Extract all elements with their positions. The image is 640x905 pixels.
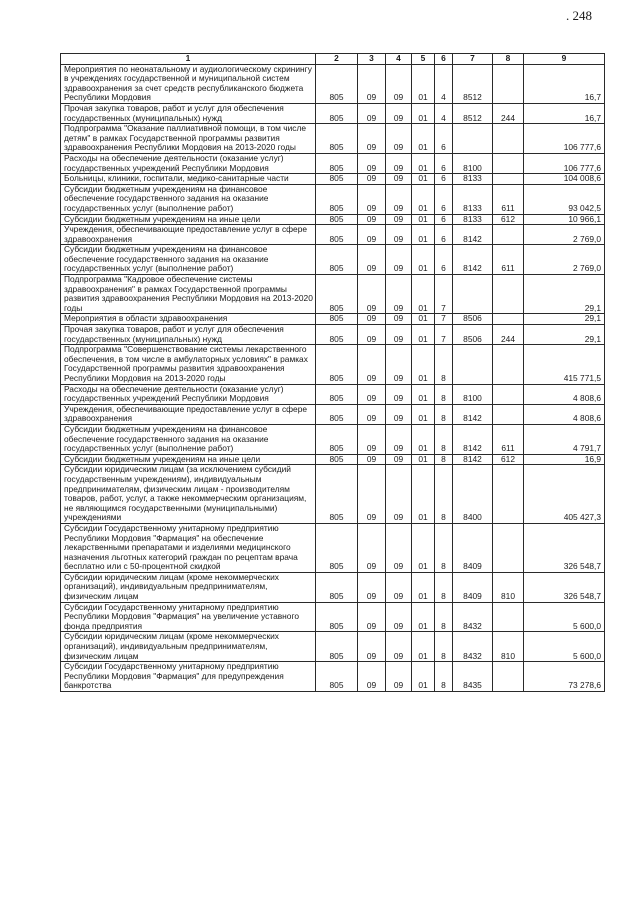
subsection-code: 09	[386, 345, 412, 384]
subprogram-code: 8	[435, 572, 453, 602]
ministry-code: 805	[316, 214, 358, 225]
subprogram-code: 6	[435, 124, 453, 154]
subprogram-code: 4	[435, 103, 453, 123]
row-description: Субсидии бюджетным учреждениям на финансовое обеспечение государственного задания на оказание государственных услуг (выполнение работ)	[61, 424, 316, 454]
section-code: 09	[358, 424, 386, 454]
expense-type-code: 611	[493, 424, 524, 454]
program-code: 01	[412, 662, 435, 692]
page-number: . 248	[566, 8, 592, 23]
amount: 326 548,7	[524, 523, 605, 572]
table-row	[61, 225, 605, 245]
program-code: 01	[412, 314, 435, 325]
subprogram-code: 6	[435, 214, 453, 225]
table-row	[61, 424, 605, 454]
row-description: Субсидии бюджетным учреждениям на иные цели	[61, 214, 316, 225]
amount: 16,9	[524, 454, 605, 465]
row-description: Субсидии юридическим лицам (кроме некоммерческих организаций), индивидуальным предпринимателям, физическим лицам	[61, 572, 316, 602]
target-item-code: 8506	[453, 325, 493, 345]
ministry-code: 805	[316, 64, 358, 103]
section-code: 09	[358, 345, 386, 384]
target-item-code: 8133	[453, 174, 493, 185]
ministry-code: 805	[316, 275, 358, 314]
amount: 29,1	[524, 325, 605, 345]
table-header-row	[61, 54, 605, 65]
section-code: 09	[358, 225, 386, 245]
expense-type-code	[493, 174, 524, 185]
target-item-code: 8400	[453, 465, 493, 524]
expense-type-code	[493, 314, 524, 325]
table-body	[61, 64, 605, 691]
expense-type-code	[493, 225, 524, 245]
program-code: 01	[412, 103, 435, 123]
section-code: 09	[358, 632, 386, 662]
expense-type-code	[493, 523, 524, 572]
amount: 106 777,6	[524, 153, 605, 173]
table-row	[61, 184, 605, 214]
subprogram-code: 7	[435, 275, 453, 314]
amount: 5 600,0	[524, 602, 605, 632]
program-code: 01	[412, 245, 435, 275]
subprogram-code: 6	[435, 153, 453, 173]
row-description: Учреждения, обеспечивающие предоставление услуг в сфере здравоохранения	[61, 225, 316, 245]
expense-type-code	[493, 275, 524, 314]
row-description: Субсидии бюджетным учреждениям на иные цели	[61, 454, 316, 465]
section-code: 09	[358, 602, 386, 632]
amount: 29,1	[524, 275, 605, 314]
table-row	[61, 602, 605, 632]
program-code: 01	[412, 225, 435, 245]
program-code: 01	[412, 214, 435, 225]
subsection-code: 09	[386, 214, 412, 225]
subsection-code: 09	[386, 245, 412, 275]
subprogram-code: 8	[435, 384, 453, 404]
ministry-code: 805	[316, 662, 358, 692]
section-code: 09	[358, 275, 386, 314]
subprogram-code: 8	[435, 632, 453, 662]
target-item-code: 8409	[453, 572, 493, 602]
program-code: 01	[412, 602, 435, 632]
table-row	[61, 662, 605, 692]
section-code: 09	[358, 245, 386, 275]
section-code: 09	[358, 523, 386, 572]
program-code: 01	[412, 424, 435, 454]
section-code: 09	[358, 454, 386, 465]
subsection-code: 09	[386, 124, 412, 154]
subprogram-code: 8	[435, 454, 453, 465]
ministry-code: 805	[316, 325, 358, 345]
target-item-code	[453, 345, 493, 384]
amount: 73 278,6	[524, 662, 605, 692]
program-code: 01	[412, 124, 435, 154]
expense-type-code	[493, 465, 524, 524]
row-description: Субсидии юридическим лицам (за исключением субсидий государственным учреждениям), индивидуальным предпринимателям, физическим лицам - производителям товаров, работ, услуг, а также некоммерческим организациям, не являющимся государственными (муниципальными) учреждениями	[61, 465, 316, 524]
budget-table	[60, 53, 605, 692]
row-description: Больницы, клиники, госпитали, медико-санитарные части	[61, 174, 316, 185]
section-code: 09	[358, 314, 386, 325]
ministry-code: 805	[316, 523, 358, 572]
column-header-3: 3	[358, 54, 386, 65]
table-row	[61, 572, 605, 602]
row-description: Подпрограмма "Кадровое обеспечение системы здравоохранения" в рамках Государственной программы развития здравоохранения Республики Мордовия на 2013-2020 годы	[61, 275, 316, 314]
ministry-code: 805	[316, 345, 358, 384]
subsection-code: 09	[386, 225, 412, 245]
amount: 4 808,6	[524, 384, 605, 404]
subsection-code: 09	[386, 184, 412, 214]
target-item-code: 8142	[453, 454, 493, 465]
amount: 5 600,0	[524, 632, 605, 662]
table-row	[61, 103, 605, 123]
column-header-4: 4	[386, 54, 412, 65]
expense-type-code: 611	[493, 184, 524, 214]
program-code: 01	[412, 174, 435, 185]
section-code: 09	[358, 572, 386, 602]
target-item-code: 8506	[453, 314, 493, 325]
target-item-code	[453, 275, 493, 314]
program-code: 01	[412, 275, 435, 314]
subsection-code: 09	[386, 523, 412, 572]
section-code: 09	[358, 384, 386, 404]
amount: 2 769,0	[524, 225, 605, 245]
column-header-5: 5	[412, 54, 435, 65]
table-row	[61, 124, 605, 154]
subsection-code: 09	[386, 103, 412, 123]
target-item-code: 8435	[453, 662, 493, 692]
amount: 104 008,6	[524, 174, 605, 185]
subprogram-code: 4	[435, 64, 453, 103]
expense-type-code: 611	[493, 245, 524, 275]
expense-type-code	[493, 153, 524, 173]
subsection-code: 09	[386, 424, 412, 454]
expense-type-code	[493, 345, 524, 384]
section-code: 09	[358, 64, 386, 103]
ministry-code: 805	[316, 153, 358, 173]
subsection-code: 09	[386, 325, 412, 345]
subprogram-code: 8	[435, 404, 453, 424]
column-header-7: 7	[453, 54, 493, 65]
subsection-code: 09	[386, 454, 412, 465]
ministry-code: 805	[316, 124, 358, 154]
table-row	[61, 153, 605, 173]
subprogram-code: 8	[435, 424, 453, 454]
amount: 415 771,5	[524, 345, 605, 384]
row-description: Прочая закупка товаров, работ и услуг для обеспечения государственных (муниципальных) нужд	[61, 103, 316, 123]
expense-type-code: 810	[493, 572, 524, 602]
table-row	[61, 214, 605, 225]
subprogram-code: 8	[435, 602, 453, 632]
subprogram-code: 8	[435, 662, 453, 692]
amount: 16,7	[524, 64, 605, 103]
table-row	[61, 275, 605, 314]
ministry-code: 805	[316, 103, 358, 123]
ministry-code: 805	[316, 632, 358, 662]
ministry-code: 805	[316, 424, 358, 454]
program-code: 01	[412, 384, 435, 404]
ministry-code: 805	[316, 174, 358, 185]
section-code: 09	[358, 214, 386, 225]
target-item-code: 8133	[453, 184, 493, 214]
row-description: Субсидии бюджетным учреждениям на финансовое обеспечение государственного задания на оказание государственных услуг (выполнение работ)	[61, 184, 316, 214]
table-row	[61, 245, 605, 275]
table-row	[61, 174, 605, 185]
amount: 16,7	[524, 103, 605, 123]
expense-type-code	[493, 602, 524, 632]
subprogram-code: 7	[435, 314, 453, 325]
column-header-1: 1	[61, 54, 316, 65]
subsection-code: 09	[386, 314, 412, 325]
expense-type-code	[493, 64, 524, 103]
expense-type-code	[493, 662, 524, 692]
section-code: 09	[358, 662, 386, 692]
target-item-code: 8432	[453, 602, 493, 632]
table-row	[61, 384, 605, 404]
subsection-code: 09	[386, 384, 412, 404]
target-item-code: 8512	[453, 64, 493, 103]
subsection-code: 09	[386, 174, 412, 185]
amount: 106 777,6	[524, 124, 605, 154]
target-item-code: 8100	[453, 153, 493, 173]
subprogram-code: 8	[435, 465, 453, 524]
row-description: Субсидии бюджетным учреждениям на финансовое обеспечение государственного задания на оказание государственных услуг (выполнение работ)	[61, 245, 316, 275]
program-code: 01	[412, 345, 435, 384]
subsection-code: 09	[386, 662, 412, 692]
amount: 2 769,0	[524, 245, 605, 275]
subsection-code: 09	[386, 632, 412, 662]
subprogram-code: 8	[435, 523, 453, 572]
row-description: Субсидии Государственному унитарному предприятию Республики Мордовия "Фармация" на обеспечение лекарственными препаратами и изделиями медицинского назначения льготных категорий граждан по рецептам врача бесплатно или с 50-процентной скидкой	[61, 523, 316, 572]
section-code: 09	[358, 103, 386, 123]
program-code: 01	[412, 523, 435, 572]
subsection-code: 09	[386, 465, 412, 524]
column-header-2: 2	[316, 54, 358, 65]
section-code: 09	[358, 174, 386, 185]
ministry-code: 805	[316, 384, 358, 404]
section-code: 09	[358, 124, 386, 154]
table-row	[61, 325, 605, 345]
table-row	[61, 632, 605, 662]
table-row	[61, 64, 605, 103]
table-row	[61, 314, 605, 325]
target-item-code: 8142	[453, 245, 493, 275]
expense-type-code: 244	[493, 325, 524, 345]
ministry-code: 805	[316, 184, 358, 214]
column-header-8: 8	[493, 54, 524, 65]
section-code: 09	[358, 404, 386, 424]
expense-type-code: 810	[493, 632, 524, 662]
target-item-code: 8142	[453, 424, 493, 454]
subprogram-code: 6	[435, 245, 453, 275]
subprogram-code: 7	[435, 325, 453, 345]
ministry-code: 805	[316, 454, 358, 465]
expense-type-code: 612	[493, 454, 524, 465]
column-header-6: 6	[435, 54, 453, 65]
program-code: 01	[412, 454, 435, 465]
table-row	[61, 454, 605, 465]
target-item-code: 8142	[453, 225, 493, 245]
row-description: Подпрограмма "Совершенствование системы лекарственного обеспечения, в том числе в амбулаторных условиях" в рамках Государственной программы развития здравоохранения Республики Мордовия на 2013-2020 годы	[61, 345, 316, 384]
amount: 10 966,1	[524, 214, 605, 225]
program-code: 01	[412, 632, 435, 662]
column-header-9: 9	[524, 54, 605, 65]
row-description: Субсидии юридическим лицам (кроме некоммерческих организаций), индивидуальным предпринимателям, физическим лицам	[61, 632, 316, 662]
subsection-code: 09	[386, 153, 412, 173]
section-code: 09	[358, 325, 386, 345]
subprogram-code: 6	[435, 225, 453, 245]
amount: 4 791,7	[524, 424, 605, 454]
section-code: 09	[358, 153, 386, 173]
program-code: 01	[412, 404, 435, 424]
table-row	[61, 523, 605, 572]
target-item-code: 8512	[453, 103, 493, 123]
expense-type-code	[493, 384, 524, 404]
ministry-code: 805	[316, 602, 358, 632]
table-row	[61, 404, 605, 424]
amount: 93 042,5	[524, 184, 605, 214]
subsection-code: 09	[386, 572, 412, 602]
target-item-code: 8133	[453, 214, 493, 225]
program-code: 01	[412, 325, 435, 345]
expense-type-code: 244	[493, 103, 524, 123]
expense-type-code	[493, 124, 524, 154]
ministry-code: 805	[316, 245, 358, 275]
row-description: Расходы на обеспечение деятельности (оказание услуг) государственных учреждений Республики Мордовия	[61, 153, 316, 173]
target-item-code: 8432	[453, 632, 493, 662]
target-item-code	[453, 124, 493, 154]
program-code: 01	[412, 465, 435, 524]
subsection-code: 09	[386, 64, 412, 103]
table-row	[61, 465, 605, 524]
row-description: Учреждения, обеспечивающие предоставление услуг в сфере здравоохранения	[61, 404, 316, 424]
subprogram-code: 8	[435, 345, 453, 384]
row-description: Подпрограмма "Оказание паллиативной помощи, в том числе детям" в рамках Государственной программы развития здравоохранения Республики Мордовия на 2013-2020 годы	[61, 124, 316, 154]
ministry-code: 805	[316, 225, 358, 245]
expense-type-code	[493, 404, 524, 424]
target-item-code: 8142	[453, 404, 493, 424]
row-description: Мероприятия по неонатальному и аудиологическому скринингу в учреждениях государственной и муниципальной систем здравоохранения за счет средств республиканского бюджета Республики Мордовия	[61, 64, 316, 103]
subsection-code: 09	[386, 275, 412, 314]
row-description: Прочая закупка товаров, работ и услуг для обеспечения государственных (муниципальных) нужд	[61, 325, 316, 345]
subprogram-code: 6	[435, 174, 453, 185]
expense-type-code: 612	[493, 214, 524, 225]
amount: 29,1	[524, 314, 605, 325]
subsection-code: 09	[386, 404, 412, 424]
program-code: 01	[412, 572, 435, 602]
target-item-code: 8100	[453, 384, 493, 404]
amount: 326 548,7	[524, 572, 605, 602]
program-code: 01	[412, 184, 435, 214]
amount: 4 808,6	[524, 404, 605, 424]
row-description: Субсидии Государственному унитарному предприятию Республики Мордовия "Фармация" для предупреждения банкротства	[61, 662, 316, 692]
ministry-code: 805	[316, 465, 358, 524]
subprogram-code: 6	[435, 184, 453, 214]
amount: 405 427,3	[524, 465, 605, 524]
program-code: 01	[412, 64, 435, 103]
section-code: 09	[358, 184, 386, 214]
target-item-code: 8409	[453, 523, 493, 572]
subsection-code: 09	[386, 602, 412, 632]
ministry-code: 805	[316, 404, 358, 424]
section-code: 09	[358, 465, 386, 524]
table-row	[61, 345, 605, 384]
row-description: Расходы на обеспечение деятельности (оказание услуг) государственных учреждений Республики Мордовия	[61, 384, 316, 404]
program-code: 01	[412, 153, 435, 173]
row-description: Мероприятия в области здравоохранения	[61, 314, 316, 325]
ministry-code: 805	[316, 314, 358, 325]
row-description: Субсидии Государственному унитарному предприятию Республики Мордовия "Фармация" на увеличение уставного фонда предприятия	[61, 602, 316, 632]
ministry-code: 805	[316, 572, 358, 602]
